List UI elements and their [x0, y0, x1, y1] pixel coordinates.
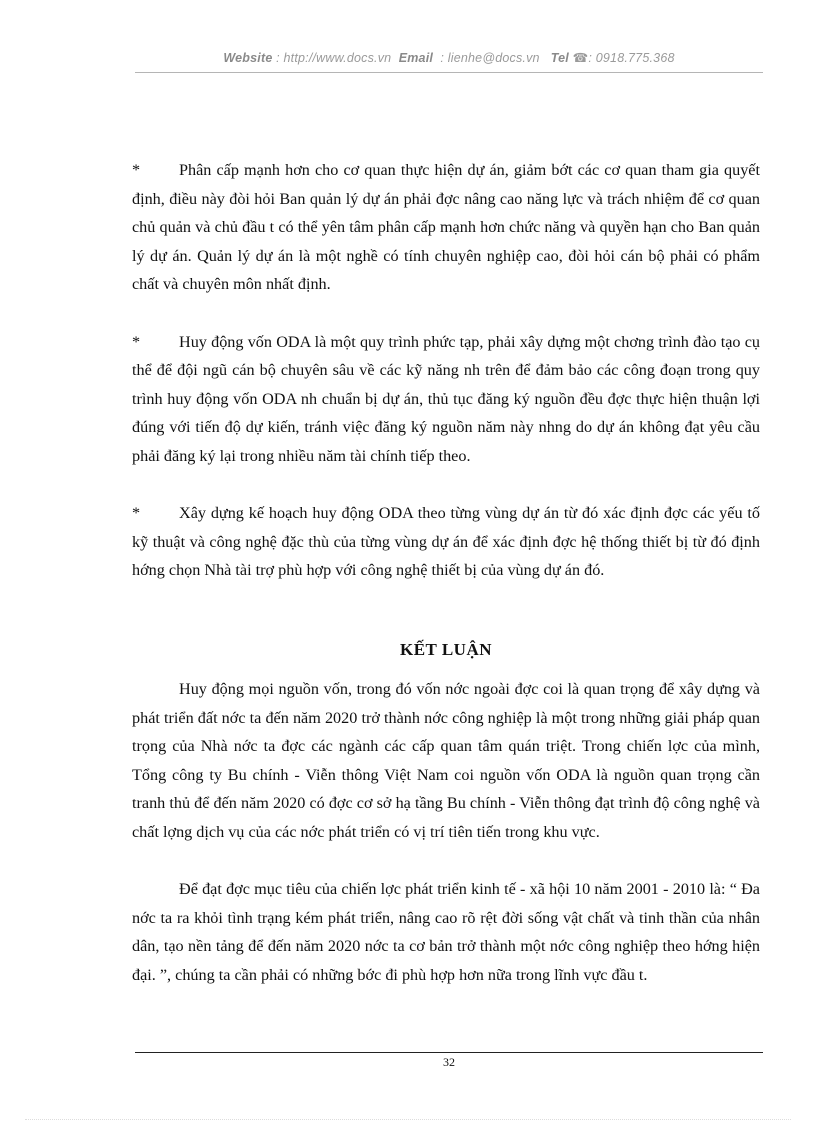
- tel-value: : 0918.775.368: [588, 51, 675, 65]
- bullet-paragraph-2: [132, 328, 760, 471]
- bullet-paragraph-1: [132, 156, 760, 299]
- bullet-paragraph-3: [132, 499, 760, 585]
- page-body: [132, 156, 760, 1018]
- telephone-icon: ☎: [572, 51, 589, 65]
- bullet-text: Huy động vốn ODA là một quy trình phức tạp, phải xây dựng một chơng trình đào tạo cụ thể để đội ngũ cán bộ chuyên sâu về các kỹ năng nh trên để đảm bảo các công đoạn trong quy trình huy động vốn ODA nh chuẩn bị dự án, thủ tục đăng ký nguồn đều đợc thực hiện thuận lợi đúng với tiến độ dự kiến, tránh việc đăng ký nguồn năm này nhng do dự án không đạt yêu cầu phải đăng ký lại trong nhiều năm tài chính tiếp theo.: [132, 332, 760, 465]
- page-number: 32: [443, 1055, 455, 1069]
- email-label: Email: [398, 51, 434, 65]
- page-header: [135, 50, 763, 65]
- conclusion-heading: KẾT LUẬN: [399, 639, 492, 659]
- bullet-text: Phân cấp mạnh hơn cho cơ quan thực hiện dự án, giảm bớt các cơ quan tham gia quyết định, điều này đòi hỏi Ban quản lý dự án phải đợc nâng cao năng lực và trách nhiệm để cơ quan chủ quản và chủ đầu t có thể yên tâm phân cấp mạnh hơn chức năng và quyền hạn cho Ban quản lý dự án. Quản lý dự án là một nghề có tính chuyên nghiệp cao, đòi hỏi cán bộ phải có phẩm chất và chuyên môn nhất định.: [132, 161, 760, 294]
- bullet-marker: *: [132, 332, 141, 351]
- header-divider: [135, 72, 763, 73]
- tel-label: Tel: [550, 51, 569, 65]
- page-bottom-border: [25, 1119, 791, 1120]
- website-value: : http://www.docs.vn: [276, 51, 392, 65]
- bullet-marker: *: [132, 161, 141, 179]
- conclusion-paragraph-1: Huy động mọi nguồn vốn, trong đó vốn nớc ngoài đợc coi là quan trọng để xây dựng và phát triển đất nớc ta đến năm 2020 trở thành nớc công nghiệp là một trong những giải pháp quan trọng của Nhà nớc ta đợc các ngành các cấp quan tâm quán triệt. Trong chiến lợc của mình, Tổng công ty Bu chính - Viễn thông Việt Nam coi nguồn vốn ODA là nguồn quan trọng cần tranh thủ để đến năm 2020 có đợc cơ sở hạ tầng Bu chính - Viễn thông đạt trình độ công nghệ và chất lợng dịch vụ của các nớc phát triển có vị trí tiên tiến trong khu vực.: [132, 680, 760, 842]
- bullet-text: Xây dựng kế hoạch huy động ODA theo từng vùng dự án từ đó xác định đợc các yếu tố kỹ thuật và công nghệ đặc thù của từng vùng dự án để xác định đợc hệ thống thiết bị từ đó định hớng chọn Nhà tài trợ phù hợp với công nghệ thiết bị của vùng dự án đó.: [132, 504, 760, 580]
- footer-divider: [135, 1052, 763, 1053]
- website-label: Website: [223, 51, 273, 65]
- bullet-marker: *: [132, 504, 141, 523]
- conclusion-paragraph-2: Để đạt đợc mục tiêu của chiến lợc phát triển kinh tế - xã hội 10 năm 2001 - 2010 là: “ Đa nớc ta ra khỏi tình trạng kém phát triển, nâng cao rõ rệt đời sống vật chất và tinh thần của nhân dân, tạo nền tảng để đến năm 2020 nớc ta cơ bản trở thành một nớc công nghiệp theo hớng hiện đại. ”, chúng ta cần phải có những bớc đi phù hợp hơn nữa trong lĩnh vực đầu t.: [132, 880, 760, 985]
- email-value: : lienhe@docs.vn: [440, 51, 540, 65]
